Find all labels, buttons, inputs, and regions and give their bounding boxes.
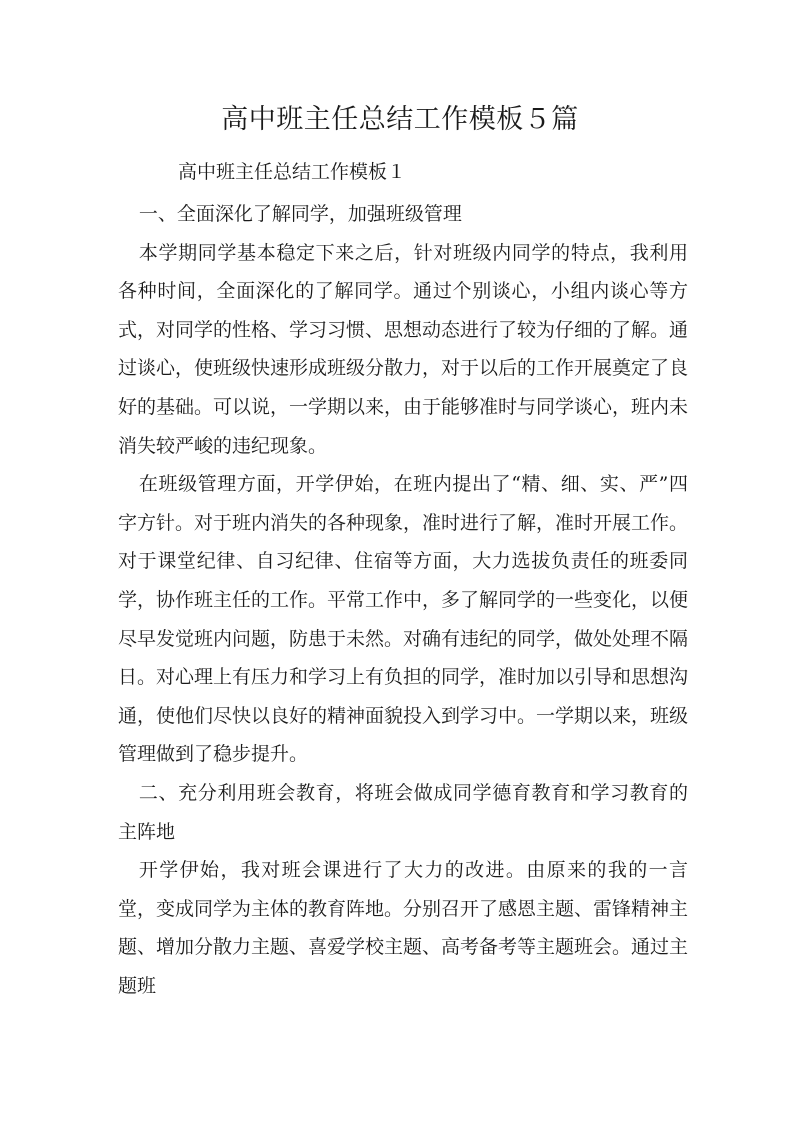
body-paragraph-1: 本学期同学基本稳定下来之后，针对班级内同学的特点，我利用各种时间，全面深化的了解同学。通过个别谈心，小组内谈心等方式，对同学的性格、学习习惯、思想动态进行了较为仔细的了解。通过谈心，使班级快速形成班级分散力，对于以后的工作开展奠定了良好的基础。可以说，一学期以来，由于能够准时与同学谈心，班内未消失较严峻的违纪现象。 <box>118 241 689 457</box>
body-paragraph-2: 在班级管理方面，开学伊始，在班内提出了“精、细、实、严”四字方针。对于班内消失的各种现象，准时进行了解，准时开展工作。对于课堂纪律、自习纪律、住宿等方面，大力选拔负责任的班委同学，协作班主任的工作。平常工作中，多了解同学的一些变化，以便尽早发觉班内问题，防患于未然。对确有违纪的同学，做处处理不隔日。对心理上有压力和学习上有负担的同学，准时加以引导和思想沟通，使他们尽快以良好的精神面貌投入到学习中。一学期以来，班级管理做到了稳步提升。 <box>118 473 689 766</box>
document-body <box>118 195 688 1005</box>
document-title: 高中班主任总结工作模板５篇 <box>221 104 579 135</box>
body-paragraph-3: 开学伊始，我对班会课进行了大力的改进。由原来的我的一言堂，变成同学为主体的教育阵地。分别召开了感恩主题、雷锋精神主题、增加分散力主题、喜爱学校主题、高考备考等主题班会。通过主题班 <box>118 859 689 997</box>
section-heading-1: 一、全面深化了解同学，加强班级管理 <box>138 203 462 225</box>
section-heading-2: 二、充分利用班会教育，将班会做成同学德育教育和学习教育的主阵地 <box>118 781 688 843</box>
document-subtitle: 高中班主任总结工作模板１ <box>178 161 407 183</box>
